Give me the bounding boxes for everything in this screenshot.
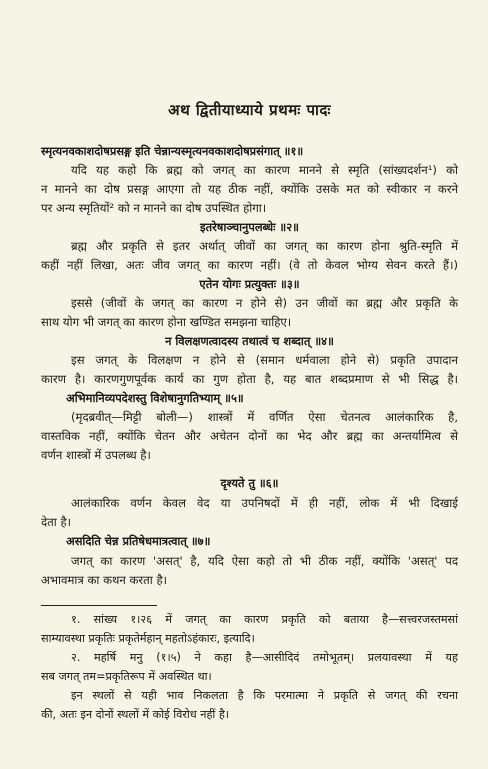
body-line: कारण है। कारणगुणपूर्वक कार्य का गुण होता है, यह बात शब्दप्रमाण से भी सिद्ध है। <box>41 372 458 386</box>
body-line: ब्रह्म और प्रकृति से इतर अर्थात् जीवों का जगत् का कारण होना श्रुति-स्मृति में <box>71 239 458 253</box>
footnote-note: इन स्थलों से यही भाव निकलता है कि परमात्मा ने प्रकृति से जगत् की रचना <box>71 689 458 702</box>
body-line: इस जगत् के विलक्षण न होने से (समान धर्मवाला होने से) प्रकृति उपादान <box>71 353 458 367</box>
body-line: (मृदब्रवीत्—मिट्टी बोली—) शास्त्रों में वर्णित ऐसा चेतनत्व आलंकारिक है, <box>71 410 458 424</box>
body-line: देता है। <box>41 515 72 529</box>
sutra-6: दृश्यते तु ॥६॥ <box>220 476 279 490</box>
body-line: जगत् का कारण 'असत्' है, यदि ऐसा कहो तो भी ठीक नहीं, क्योंकि 'असत्' पद <box>71 554 458 568</box>
sutra-2: इतरेषाञ्चानुपलब्धेः ॥२॥ <box>200 220 299 234</box>
body-line: वास्तविक नहीं, क्योंकि चेतन और अचेतन दोनों का भेद और ब्रह्म का अन्तर्यामित्व से <box>41 429 458 443</box>
body-line: पर अन्य स्मृतियों² को न मानने का दोष उपस्थित होगा। <box>41 201 267 215</box>
body-line: अभावमात्र का कथन करता है। <box>41 573 167 587</box>
body-line: इससे (जीवों के जगत् का कारण न होने से) उन जीवों का ब्रह्म और प्रकृति के <box>71 296 458 310</box>
sutra-4: न विलक्षणत्वादस्य तथात्वं च शब्दात् ॥४॥ <box>165 334 334 348</box>
body-line: साथ योग भी जगत् का कारण होना खण्डित समझना चाहिए। <box>41 315 292 329</box>
sutra-1: स्मृत्यनवकाशदोषप्रसङ्ग इति चेन्नान्यस्मृत्यनवकाशदोषप्रसंगात् ॥१॥ <box>41 144 304 158</box>
footnote-2: २. महर्षि मनु (१।५) ने कहा है—आसीदिदं तमोभूतम्। प्रलयावस्था में यह <box>71 651 458 664</box>
body-line: वर्णन शास्त्रों में उपलब्ध है। <box>41 448 151 462</box>
footnote-divider <box>41 605 157 606</box>
body-line: न मानने का दोष प्रसङ्ग आएगा तो यह ठीक नहीं, क्योंकि उसके मत को स्वीकार न करने <box>41 182 458 196</box>
footnote-1: १. सांख्य १।२६ में जगत् का कारण प्रकृति को बताया है—सत्त्वरजस्तमसां <box>71 613 458 626</box>
sutra-7: असदिति चेन्न प्रतिषेधमात्रत्वात् ॥७॥ <box>66 534 211 548</box>
body-line: आलंकारिक वर्णन केवल वेद या उपनिषदों में ही नहीं, लोक में भी दिखाई <box>71 496 458 510</box>
sutra-5: अभिमानिव्यपदेशस्तु विशेषानुगतिभ्याम् ॥५॥ <box>66 391 244 405</box>
footnote-1-cont: साम्यावस्था प्रकृतिः प्रकृतेर्महान् महतोऽहंकारः, इत्यादि। <box>41 632 255 645</box>
chapter-heading: अथ द्वितीयाध्याये प्रथमः पादः <box>168 101 331 119</box>
footnote-2-cont: सब जगत् तम=प्रकृतिरूप में अवस्थित था। <box>41 670 212 683</box>
sutra-3: एतेन योगः प्रत्युक्तः ॥३॥ <box>199 277 300 291</box>
footnote-note-cont: की, अतः इन दोनों स्थलों में कोई विरोध नहीं है। <box>41 708 230 721</box>
body-line: कहीं नहीं लिखा, अतः जीव जगत् का कारण नहीं। (वे तो केवल भोग्य सेवन करते हैं।) <box>41 258 458 272</box>
body-line: यदि यह कहो कि ब्रह्म को जगत् का कारण मानने से स्मृति (सांख्यदर्शन¹) को <box>71 163 458 177</box>
